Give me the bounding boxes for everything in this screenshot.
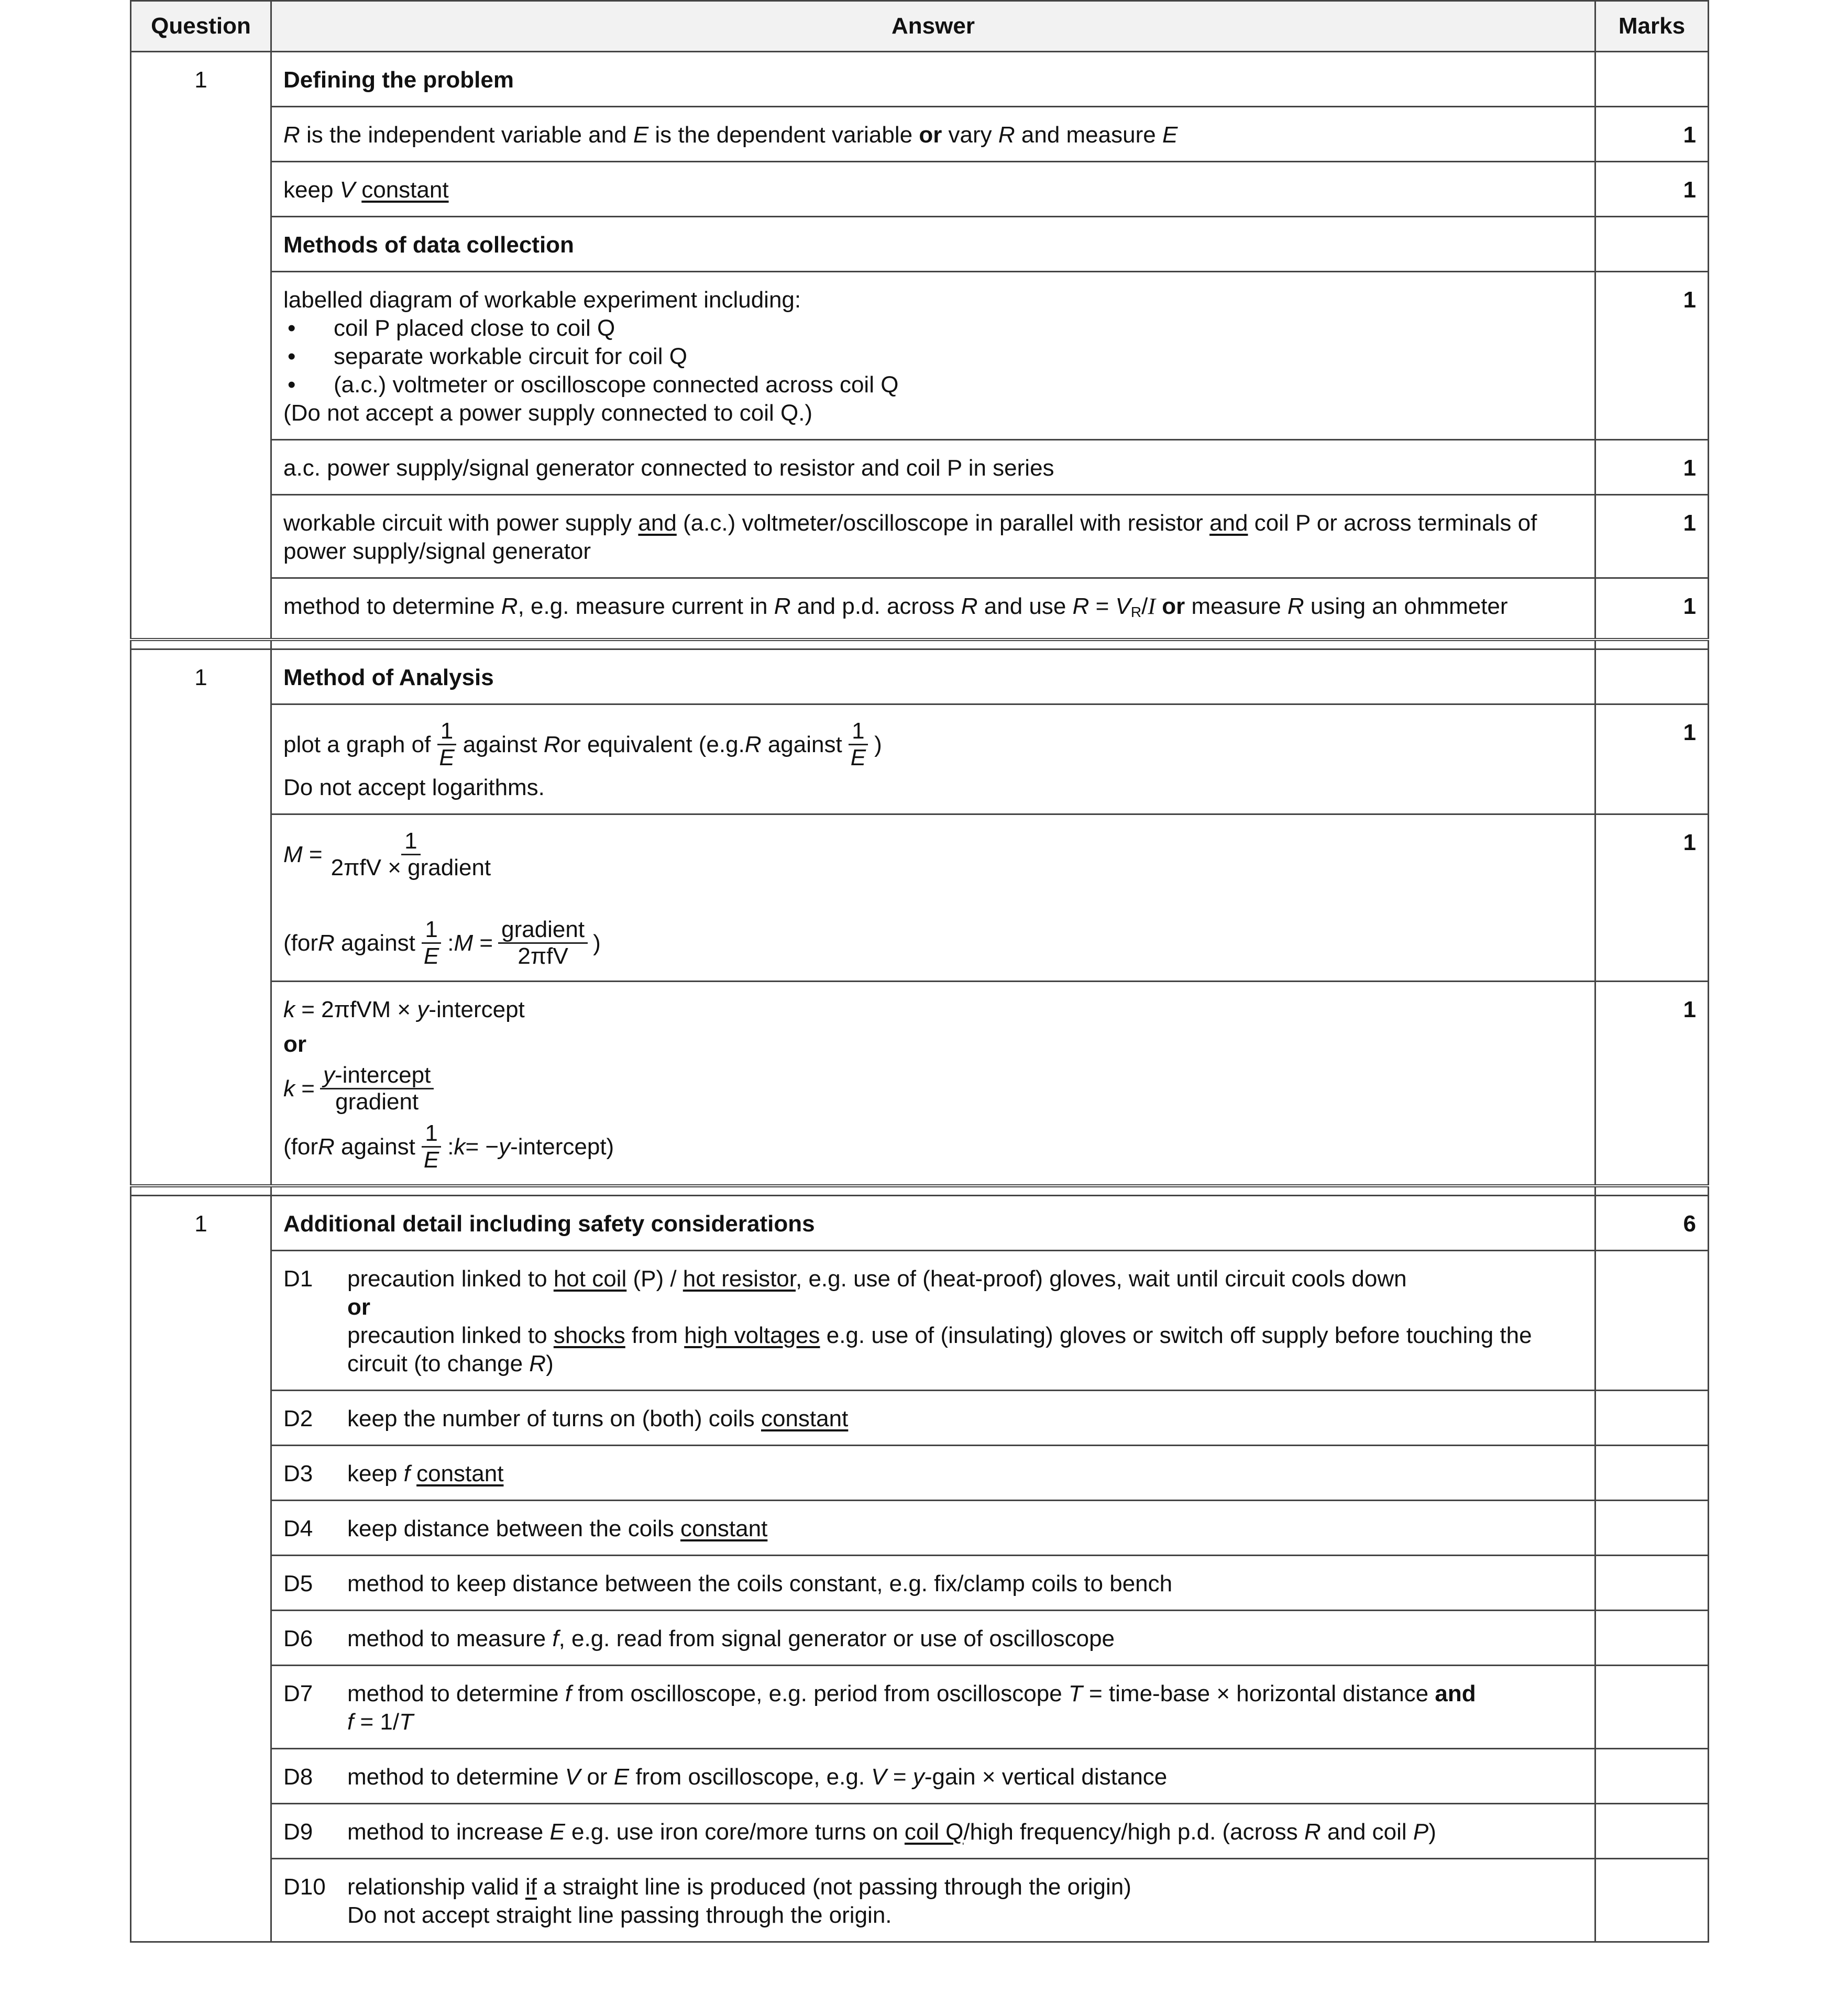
table-row (131, 107, 1709, 162)
fraction: $\frac{1}{E}$ (436, 719, 457, 770)
table-row (131, 272, 1709, 440)
table-row (131, 440, 1709, 495)
answer-cell: D6 method to measure f, e.g. read from signal generator or use of oscilloscope (271, 1611, 1595, 1666)
table-row (131, 52, 1709, 107)
section-title: Defining the problem (271, 52, 1595, 107)
answer-cell: plot a graph of $\frac{1}{E}$ against R or equivalent (e.g. R against $\frac{1}{E}$ ) Do not accept logarithms. (271, 704, 1595, 814)
answer-cell: M = $\frac{1}{\text{2πfV × gradient}}$ (for R against $\frac{1}{E}$ : M = $\frac{\text{gradient}}{\text{2πfV}}$ ) (271, 814, 1595, 982)
table-row (131, 982, 1709, 1186)
answer-cell: D5 method to keep distance between the coils constant, e.g. fix/clamp coils to bench (271, 1556, 1595, 1611)
table-row (131, 162, 1709, 217)
table-row (131, 1611, 1709, 1666)
table-row (131, 814, 1709, 982)
answer-cell: D2 keep the number of turns on (both) coils constant (271, 1391, 1595, 1446)
marks-cell (1595, 1859, 1709, 1942)
table-row (131, 1501, 1709, 1556)
section-separator (131, 1186, 1709, 1196)
table-row (131, 1666, 1709, 1749)
table-row (131, 704, 1709, 814)
marks-cell: 1 (1595, 982, 1709, 1186)
marks-cell: 1 (1595, 578, 1709, 640)
marks-cell: 1 (1595, 440, 1709, 495)
header-marks: Marks (1595, 1, 1709, 52)
table-row (131, 1391, 1709, 1446)
answer-cell: D7 method to determine f from oscilloscope, e.g. period from oscilloscope T = time-base × horizontal distance and f = 1/T (271, 1666, 1595, 1749)
marks-cell (1595, 217, 1709, 272)
answer-cell: k = 2πfVM × y-intercept or k = $\frac{\text{y-intercept}}{\text{gradient}}$ (for R against $\frac{1}{E}$ : k = − y -intercept) (271, 982, 1595, 1186)
table-row (131, 578, 1709, 640)
table-row (131, 649, 1709, 704)
table-row (131, 217, 1709, 272)
mark-scheme-page (130, 0, 1708, 1943)
header-question: Question (131, 1, 271, 52)
question-number: 1 (131, 649, 271, 704)
fraction: $\frac{1}{E}$ (848, 719, 869, 770)
bullet-item: • (a.c.) voltmeter or oscilloscope connected across coil Q (288, 372, 899, 398)
answer-cell: labelled diagram of workable experiment including: • coil P placed close to coil Q • separate workable circuit for coil Q • (a.c.) voltmeter or oscilloscope connected across coil Q (Do not accept a power supply connected to coil Q.) (271, 272, 1595, 440)
marks-cell (1595, 1804, 1709, 1859)
marks-cell (1595, 1446, 1709, 1501)
marks-cell (1595, 1501, 1709, 1556)
subsection-title: Methods of data collection (271, 217, 1595, 272)
answer-cell: keep V constant (271, 162, 1595, 217)
marks-cell: 6 (1595, 1196, 1709, 1251)
marks-cell: 1 (1595, 814, 1709, 982)
marks-cell: 1 (1595, 495, 1709, 578)
section-separator (131, 640, 1709, 649)
marks-cell (1595, 1749, 1709, 1804)
mark-scheme-table (130, 0, 1709, 1943)
fraction: $\frac{\text{y-intercept}}{\text{gradient}}$ (320, 1063, 434, 1115)
marks-cell (1595, 1251, 1709, 1391)
answer-cell: D4 keep distance between the coils constant (271, 1501, 1595, 1556)
answer-cell: D1 precaution linked to hot coil (P) / hot resistor, e.g. use of (heat-proof) gloves, wait until circuit cools down or precaution linked to shocks from high voltages e.g. use of (insulating) gloves or switch off supply before touching the circuit (to change R) (271, 1251, 1595, 1391)
answer-cell: R is the independent variable and E is the dependent variable or vary R and measure E (271, 107, 1595, 162)
marks-cell: 1 (1595, 162, 1709, 217)
marks-cell: 1 (1595, 107, 1709, 162)
table-row (131, 1556, 1709, 1611)
answer-cell: method to determine R, e.g. measure current in R and p.d. across R and use $R = V_R/I$ or measure R using an ohmmeter (271, 578, 1595, 640)
fraction: $\frac{1}{E}$ (421, 917, 442, 969)
table-row (131, 495, 1709, 578)
fraction: $\frac{1}{\text{2πfV × gradient}}$ (331, 828, 491, 880)
marks-cell (1595, 1611, 1709, 1666)
header-row (131, 1, 1709, 52)
fraction: $\frac{\text{gradient}}{\text{2πfV}}$ (498, 917, 588, 969)
marks-cell (1595, 52, 1709, 107)
marks-cell (1595, 649, 1709, 704)
answer-cell: D8 method to determine V or E from oscilloscope, e.g. V = y-gain × vertical distance (271, 1749, 1595, 1804)
answer-cell: D3 keep f constant (271, 1446, 1595, 1501)
marks-cell: 1 (1595, 704, 1709, 814)
answer-cell: D10 relationship valid if a straight line is produced (not passing through the origin) Do not accept straight line passing through the origin. (271, 1859, 1595, 1942)
answer-cell: a.c. power supply/signal generator connected to resistor and coil P in series (271, 440, 1595, 495)
answer-cell: workable circuit with power supply and (a.c.) voltmeter/oscilloscope in parallel with resistor and coil P or across terminals of power supply/signal generator (271, 495, 1595, 578)
answer-cell: D9 method to increase E e.g. use iron core/more turns on coil Q/high frequency/high p.d. (across R and coil P) (271, 1804, 1595, 1859)
bullet-item: • separate workable circuit for coil Q (288, 344, 687, 369)
section-title: Method of Analysis (271, 649, 1595, 704)
table-row (131, 1749, 1709, 1804)
marks-cell (1595, 1556, 1709, 1611)
question-number: 1 (131, 52, 271, 107)
section-title: Additional detail including safety considerations (271, 1196, 1595, 1251)
fraction: $\frac{1}{E}$ (421, 1121, 442, 1173)
table-row (131, 1804, 1709, 1859)
marks-cell (1595, 1666, 1709, 1749)
bullet-item: • coil P placed close to coil Q (288, 315, 615, 341)
marks-cell (1595, 1391, 1709, 1446)
question-number: 1 (131, 1196, 271, 1251)
table-row (131, 1446, 1709, 1501)
header-answer: Answer (271, 1, 1595, 52)
table-row (131, 1859, 1709, 1942)
marks-cell: 1 (1595, 272, 1709, 440)
table-row (131, 1251, 1709, 1391)
table-row (131, 1196, 1709, 1251)
